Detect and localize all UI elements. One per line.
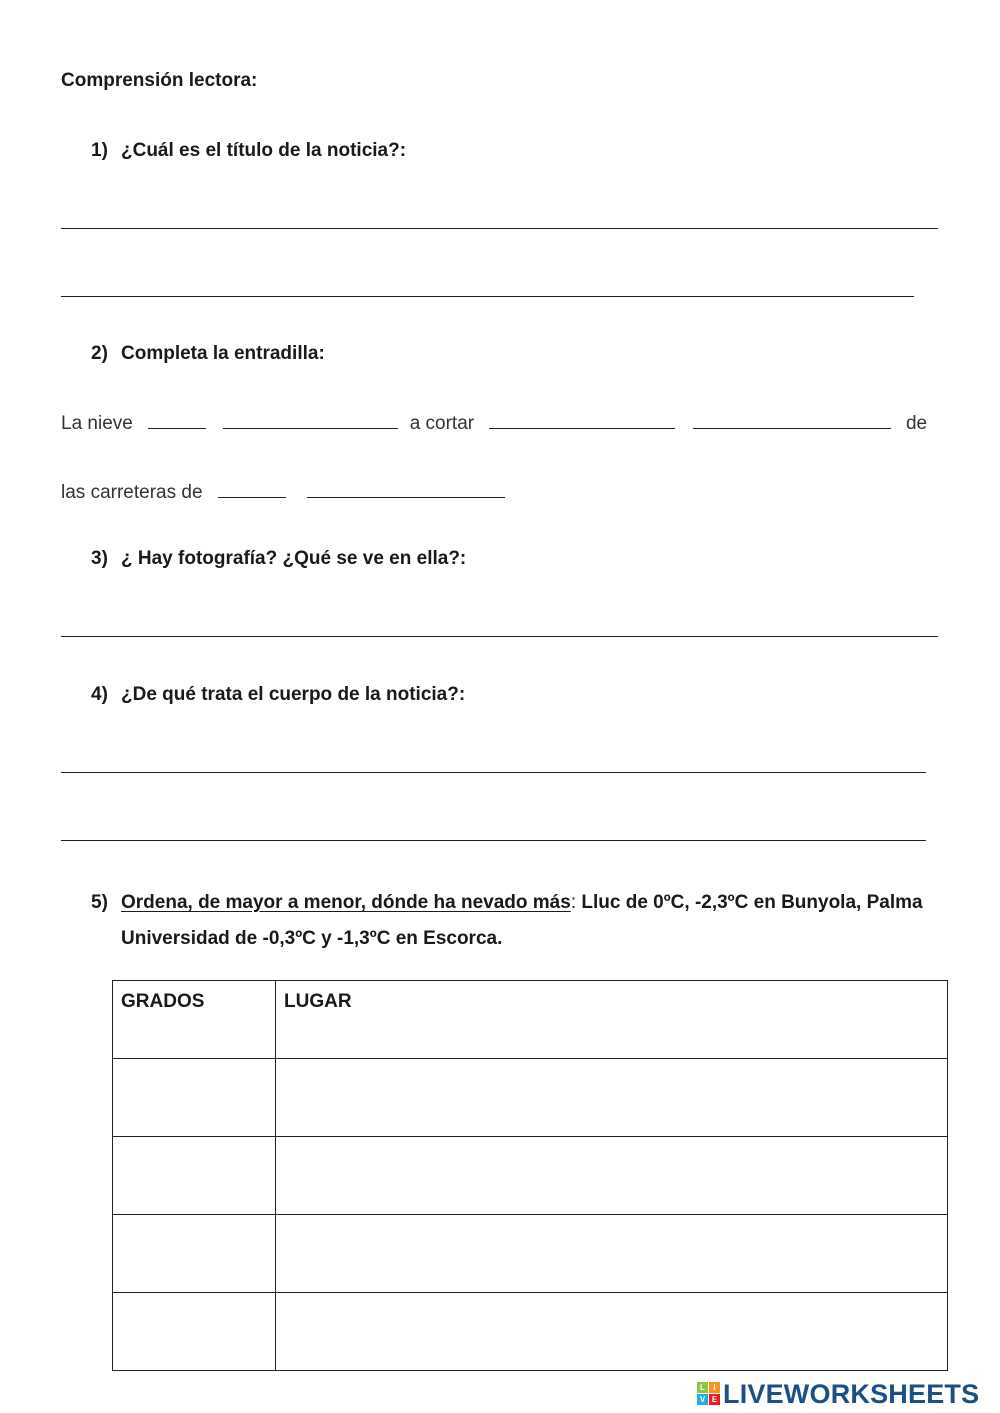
- entradilla-text: de: [905, 413, 928, 434]
- table-row: [113, 1137, 948, 1215]
- question-3: [91, 548, 466, 570]
- answer-line-4a[interactable]: [61, 772, 926, 773]
- table-row: [113, 1293, 948, 1371]
- entradilla-text: La nieve: [61, 413, 133, 434]
- question-4: [91, 684, 465, 706]
- blank-field[interactable]: [307, 479, 505, 498]
- answer-line-1a[interactable]: [61, 228, 938, 229]
- question-text: ¿Cuál es el título de la noticia?:: [121, 140, 407, 161]
- table-row: [113, 1215, 948, 1293]
- table-cell-lugar[interactable]: [276, 1293, 948, 1371]
- table-cell-grados[interactable]: [113, 1215, 276, 1293]
- entradilla-line-2: [61, 479, 511, 504]
- blank-field[interactable]: [693, 410, 891, 429]
- entradilla-line-1: [61, 410, 927, 435]
- table-row: [113, 1059, 948, 1137]
- table-cell-lugar[interactable]: [276, 1059, 948, 1137]
- table-cell-grados[interactable]: [113, 1293, 276, 1371]
- question-text: ¿ Hay fotografía? ¿Qué se ve en ella?:: [121, 548, 467, 569]
- answer-table: [112, 980, 948, 1371]
- question-text: ¿De qué trata el cuerpo de la noticia?:: [121, 684, 466, 705]
- question-number: 4): [91, 684, 108, 705]
- question-number: 2): [91, 343, 108, 364]
- table-cell-grados[interactable]: [113, 1137, 276, 1215]
- question-text: Completa la entradilla:: [121, 343, 325, 364]
- logo-text: LIVEWORKSHEETS: [723, 1378, 980, 1409]
- table-cell-lugar[interactable]: [276, 1215, 948, 1293]
- blank-field[interactable]: [218, 479, 286, 498]
- question-text: [121, 885, 941, 957]
- entradilla-text: a cortar: [409, 413, 475, 434]
- answer-line-3[interactable]: [61, 636, 938, 637]
- blank-field[interactable]: [148, 410, 206, 429]
- question-colon: :: [570, 892, 577, 913]
- question-number: 5): [91, 892, 108, 913]
- question-number: 1): [91, 140, 108, 161]
- question-instruction: Ordena, de mayor a menor, dónde ha nevado más: [121, 892, 571, 913]
- blank-field[interactable]: [223, 410, 398, 429]
- table-cell-lugar[interactable]: [276, 1137, 948, 1215]
- table-header-lugar: LUGAR: [276, 981, 948, 1059]
- entradilla-text: las carreteras de: [61, 482, 203, 503]
- liveworksheets-logo: [697, 1378, 979, 1410]
- question-2: [91, 343, 325, 365]
- table-cell-grados[interactable]: [113, 1059, 276, 1137]
- table-header-row: [113, 981, 948, 1059]
- table-header-grados: GRADOS: [113, 981, 276, 1059]
- page-heading: Comprensión lectora:: [61, 70, 258, 91]
- blank-field[interactable]: [489, 410, 675, 429]
- question-data: Lluc de 0ºC, -2,3ºC en Bunyola, Palma Universidad de -0,3ºC y -1,3ºC en Escorca.: [121, 892, 923, 949]
- question-1: [91, 140, 406, 162]
- answer-line-1b[interactable]: [61, 296, 914, 297]
- question-number: 3): [91, 548, 108, 569]
- question-5: [91, 885, 941, 957]
- logo-squares-icon: L I V E: [697, 1382, 721, 1406]
- answer-line-4b[interactable]: [61, 840, 926, 841]
